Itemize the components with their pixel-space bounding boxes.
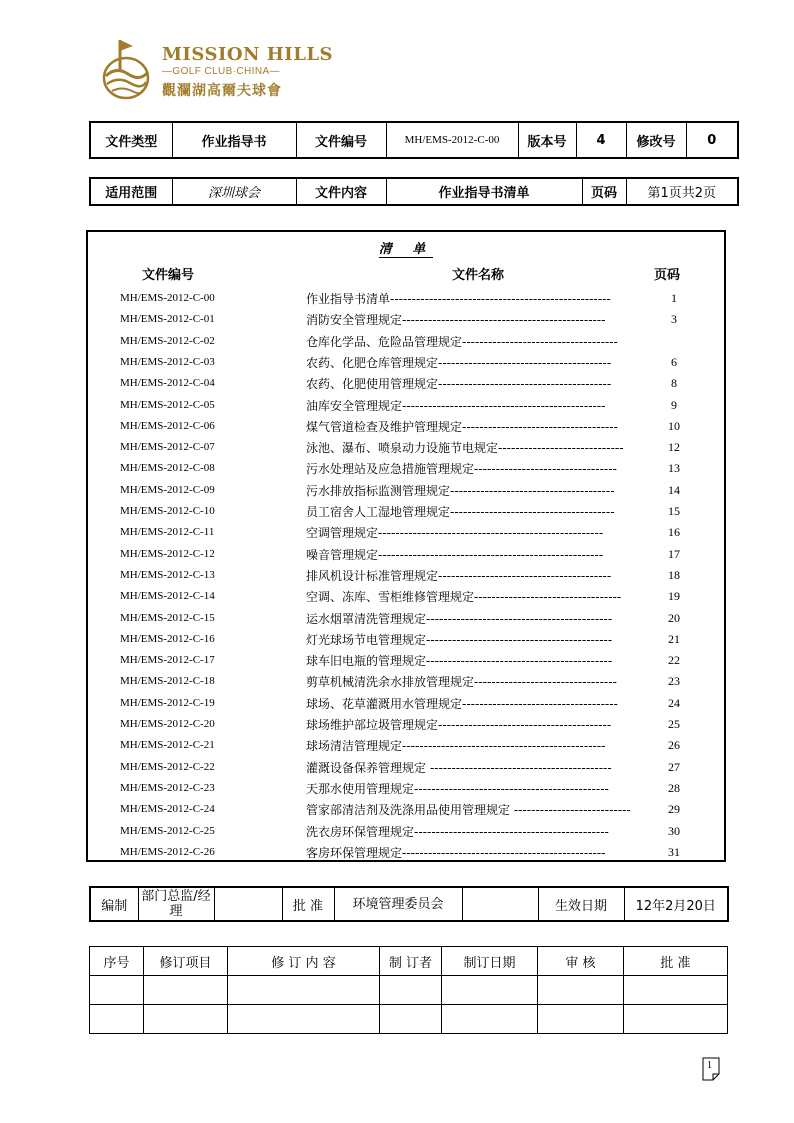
list-item bbox=[88, 480, 724, 501]
list-item-page: 21 bbox=[668, 631, 680, 646]
list-item-name: 天那水使用管理规定--------------------------------------------- bbox=[306, 781, 609, 796]
list-item-name: 排风机设计标准管理规定---------------------------------------- bbox=[306, 568, 612, 583]
list-item-name: 灌溉设备保养管理规定 ------------------------------------------ bbox=[306, 760, 612, 775]
approval-table bbox=[89, 886, 729, 922]
list-item bbox=[88, 331, 724, 352]
list-item-name: 球场维护部垃圾管理规定---------------------------------------- bbox=[306, 718, 612, 732]
list-item-page: 3 bbox=[671, 312, 677, 327]
revision-header-cell: 制 订者 bbox=[380, 947, 442, 976]
list-item bbox=[88, 650, 724, 671]
list-item-name: 剪草机械清洗余水排放管理规定--------------------------------- bbox=[306, 675, 617, 690]
list-item-name: 消防安全管理规定----------------------------------------------- bbox=[306, 313, 606, 328]
list-item-code: MH/EMS-2012-C-20 bbox=[120, 718, 215, 730]
list-item-code: MH/EMS-2012-C-04 bbox=[120, 377, 215, 390]
list-item-page: 13 bbox=[668, 461, 680, 476]
col-header-name: 文件名称 bbox=[452, 268, 505, 283]
list-item-code: MH/EMS-2012-C-16 bbox=[120, 632, 215, 645]
list-item bbox=[88, 735, 724, 756]
list-item-code: MH/EMS-2012-C-08 bbox=[120, 462, 215, 475]
list-item-code: MH/EMS-2012-C-05 bbox=[120, 398, 215, 411]
list-item bbox=[88, 288, 724, 309]
list-item-page: 27 bbox=[668, 759, 680, 774]
list-item-page: 16 bbox=[668, 525, 680, 540]
col-header-page: 页码 bbox=[654, 268, 681, 283]
list-item-page: 29 bbox=[668, 802, 680, 817]
revision-header-cell: 批 准 bbox=[624, 947, 728, 976]
mission-hills-logo bbox=[100, 36, 334, 106]
list-item-code: MH/EMS-2012-C-26 bbox=[120, 845, 215, 858]
list-item bbox=[88, 608, 724, 629]
list-item-code: MH/EMS-2012-C-17 bbox=[120, 654, 215, 667]
list-item-page: 22 bbox=[668, 653, 680, 668]
doc-header-table bbox=[89, 121, 739, 159]
list-item-page: 24 bbox=[668, 695, 680, 710]
brand-name-cn: 觀瀾湖高爾夫球會 bbox=[162, 83, 282, 99]
list-item-code: MH/EMS-2012-C-03 bbox=[120, 355, 215, 368]
list-item bbox=[88, 352, 724, 373]
list-item-page: 1 bbox=[671, 291, 677, 305]
list-item-code: MH/EMS-2012-C-23 bbox=[120, 781, 215, 794]
list-item bbox=[88, 714, 724, 735]
list-item-page: 23 bbox=[668, 674, 680, 689]
list-item bbox=[88, 544, 724, 565]
list-item-code: MH/EMS-2012-C-11 bbox=[120, 526, 215, 539]
revision-label: 修改号 bbox=[626, 122, 686, 158]
list-item-name: 煤气管道检查及维护管理规定------------------------------------ bbox=[306, 419, 618, 434]
brand-subtitle: —GOLF CLUB·CHINA— bbox=[162, 66, 280, 77]
list-item-page: 10 bbox=[668, 418, 680, 433]
list-item-code: MH/EMS-2012-C-10 bbox=[120, 505, 215, 517]
list-item-name: 油库安全管理规定----------------------------------------------- bbox=[306, 398, 606, 413]
content-label: 文件内容 bbox=[296, 178, 386, 205]
list-item bbox=[88, 395, 724, 416]
list-item-name: 空调管理规定---------------------------------------------------- bbox=[306, 526, 604, 541]
list-item-page: 20 bbox=[668, 610, 680, 625]
list-item-name: 农药、化肥使用管理规定---------------------------------------- bbox=[306, 377, 612, 392]
page-number: 1 bbox=[707, 1060, 712, 1071]
list-item-page: 9 bbox=[671, 397, 677, 412]
list-item-name: 管家部清洁剂及洗涤用品使用管理规定 --------------------------- bbox=[306, 803, 631, 818]
list-item-page: 18 bbox=[668, 567, 680, 582]
list-item-name: 仓库化学品、危险品管理规定------------------------------------ bbox=[306, 334, 618, 349]
list-item bbox=[88, 821, 724, 842]
list-item bbox=[88, 629, 724, 650]
revision-table bbox=[89, 946, 728, 1034]
revision-header-cell: 修订项目 bbox=[144, 947, 228, 976]
list-item-name: 洗衣房环保管理规定--------------------------------------------- bbox=[306, 824, 609, 839]
committee-label: 环境管理委员会 bbox=[334, 887, 462, 921]
list-item-name: 噪音管理规定---------------------------------------------------- bbox=[306, 547, 604, 562]
list-item-code: MH/EMS-2012-C-25 bbox=[120, 824, 215, 837]
revision-value: 0 bbox=[686, 122, 738, 158]
list-item-code: MH/EMS-2012-C-21 bbox=[120, 739, 215, 752]
compile-signature bbox=[214, 887, 282, 921]
approve-signature bbox=[462, 887, 538, 921]
list-item-page: 14 bbox=[668, 482, 680, 497]
list-item-code: MH/EMS-2012-C-15 bbox=[120, 611, 215, 624]
doc-scope-table bbox=[89, 177, 739, 206]
list-item bbox=[88, 757, 724, 778]
brand-name-en: MISSION HILLS bbox=[162, 44, 334, 65]
list-item bbox=[88, 522, 724, 543]
list-item-name: 运水烟罩清洗管理规定------------------------------------------- bbox=[306, 611, 613, 626]
list-item bbox=[88, 458, 724, 479]
list-item-name: 灯光球场节电管理规定------------------------------------------- bbox=[306, 632, 613, 647]
scope-label: 适用范围 bbox=[90, 178, 172, 205]
list-item bbox=[88, 309, 724, 330]
revision-header-cell: 制订日期 bbox=[442, 947, 538, 976]
list-item-name: 泳池、瀑布、喷泉动力设施节电规定----------------------------- bbox=[306, 441, 624, 456]
list-item-page: 26 bbox=[668, 738, 680, 753]
doc-type-value: 作业指导书 bbox=[172, 122, 296, 158]
content-value: 作业指导书清单 bbox=[386, 178, 582, 205]
list-item-page: 6 bbox=[671, 354, 677, 369]
compile-label: 编制 bbox=[90, 887, 138, 921]
list-item bbox=[88, 565, 724, 586]
list-item-code: MH/EMS-2012-C-00 bbox=[120, 292, 215, 304]
list-item-page: 19 bbox=[668, 589, 680, 604]
list-item-name: 污水排放指标监测管理规定-------------------------------------- bbox=[306, 483, 615, 498]
list-item-name: 农药、化肥仓库管理规定---------------------------------------- bbox=[306, 355, 612, 370]
list-item-page: 25 bbox=[668, 717, 680, 731]
list-item-page: 8 bbox=[671, 376, 677, 391]
list-item-code: MH/EMS-2012-C-02 bbox=[120, 334, 215, 347]
list-item-code: MH/EMS-2012-C-19 bbox=[120, 696, 215, 709]
col-header-code: 文件编号 bbox=[142, 268, 195, 283]
list-item-page: 30 bbox=[668, 823, 680, 838]
list-item bbox=[88, 842, 724, 863]
page-value: 第1页共2页 bbox=[626, 178, 738, 205]
approve-label: 批 准 bbox=[282, 887, 334, 921]
list-item-code: MH/EMS-2012-C-09 bbox=[120, 483, 215, 496]
document-list bbox=[86, 230, 726, 862]
page-number-badge bbox=[702, 1057, 720, 1081]
list-item-page: 17 bbox=[668, 546, 680, 561]
list-item-name: 污水处理站及应急措施管理规定--------------------------------- bbox=[306, 462, 617, 477]
list-item-name: 作业指导书清单--------------------------------------------------- bbox=[306, 292, 611, 306]
list-item-page: 12 bbox=[668, 440, 680, 455]
list-item bbox=[88, 501, 724, 522]
list-item bbox=[88, 437, 724, 458]
list-item bbox=[88, 416, 724, 437]
list-item-name: 球场、花草灌溉用水管理规定------------------------------------ bbox=[306, 696, 618, 711]
version-value: 4 bbox=[576, 122, 626, 158]
list-item-name: 球车旧电瓶的管理规定------------------------------------------- bbox=[306, 654, 613, 669]
list-item-code: MH/EMS-2012-C-12 bbox=[120, 547, 215, 560]
list-item-page: 15 bbox=[668, 504, 680, 518]
effective-label: 生效日期 bbox=[538, 887, 624, 921]
revision-row bbox=[90, 1005, 728, 1034]
doc-no-value: MH/EMS-2012-C-00 bbox=[386, 122, 518, 158]
list-item-code: MH/EMS-2012-C-22 bbox=[120, 760, 215, 773]
list-item bbox=[88, 373, 724, 394]
golf-emblem-icon bbox=[100, 36, 158, 100]
doc-type-label: 文件类型 bbox=[90, 122, 172, 158]
dept-label: 部门总监/经理 bbox=[138, 887, 214, 921]
list-item-name: 空调、冻库、雪柜维修管理规定---------------------------------- bbox=[306, 590, 622, 605]
list-item-code: MH/EMS-2012-C-01 bbox=[120, 313, 215, 326]
revision-row bbox=[90, 976, 728, 1005]
list-item bbox=[88, 586, 724, 607]
revision-header-cell: 序号 bbox=[90, 947, 144, 976]
list-item-code: MH/EMS-2012-C-07 bbox=[120, 441, 215, 454]
list-item bbox=[88, 671, 724, 692]
list-title: 清 单 bbox=[378, 242, 434, 257]
scope-value: 深圳球会 bbox=[172, 178, 296, 205]
revision-header-row bbox=[90, 947, 728, 976]
doc-no-label: 文件编号 bbox=[296, 122, 386, 158]
list-item-name: 员工宿舍人工湿地管理规定-------------------------------------- bbox=[306, 505, 615, 519]
list-item-code: MH/EMS-2012-C-18 bbox=[120, 675, 215, 688]
revision-header-cell: 修 订 内 容 bbox=[228, 947, 380, 976]
list-item-code: MH/EMS-2012-C-24 bbox=[120, 803, 215, 816]
version-label: 版本号 bbox=[518, 122, 576, 158]
revision-header-cell: 审 核 bbox=[538, 947, 624, 976]
list-item-code: MH/EMS-2012-C-06 bbox=[120, 419, 215, 432]
page-label: 页码 bbox=[582, 178, 626, 205]
list-item-page: 31 bbox=[668, 844, 680, 859]
list-item-code: MH/EMS-2012-C-13 bbox=[120, 568, 215, 581]
list-item-name: 球场清洁管理规定----------------------------------------------- bbox=[306, 739, 606, 754]
list-item-code: MH/EMS-2012-C-14 bbox=[120, 590, 215, 603]
list-item-page: 28 bbox=[668, 780, 680, 795]
list-item bbox=[88, 799, 724, 820]
list-item bbox=[88, 778, 724, 799]
effective-value: 12年2月20日 bbox=[624, 887, 728, 921]
list-item bbox=[88, 693, 724, 714]
list-item-name: 客房环保管理规定----------------------------------------------- bbox=[306, 845, 606, 860]
